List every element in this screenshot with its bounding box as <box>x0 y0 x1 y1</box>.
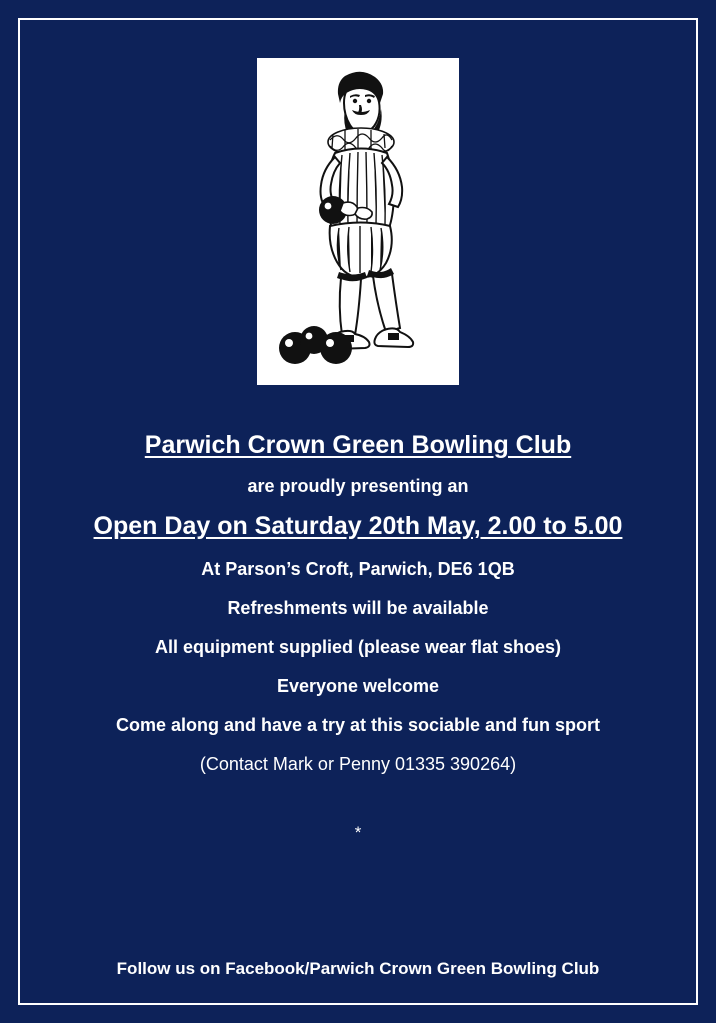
detail-welcome: Everyone welcome <box>276 676 440 697</box>
detail-location: At Parson’s Croft, Parwich, DE6 1QB <box>201 559 515 580</box>
contact-line: (Contact Mark or Penny 01335 390264) <box>199 754 517 775</box>
bowls-player-illustration <box>257 58 459 385</box>
poster-text <box>0 429 716 844</box>
presenting-line: are proudly presenting an <box>247 476 469 496</box>
bowls-player-icon <box>257 58 459 385</box>
detail-refreshments: Refreshments will be available <box>227 598 489 619</box>
footer-facebook: Follow us on Facebook/Parwich Crown Green Bowling Club <box>116 959 600 978</box>
separator-asterisk: * <box>354 823 362 843</box>
club-name: Parwich Crown Green Bowling Club <box>144 431 572 459</box>
detail-invitation: Come along and have a try at this sociable and fun sport <box>115 715 601 736</box>
detail-equipment: All equipment supplied (please wear flat shoes) <box>154 637 562 658</box>
event-title: Open Day on Saturday 20th May, 2.00 to 5.00 <box>93 512 623 541</box>
